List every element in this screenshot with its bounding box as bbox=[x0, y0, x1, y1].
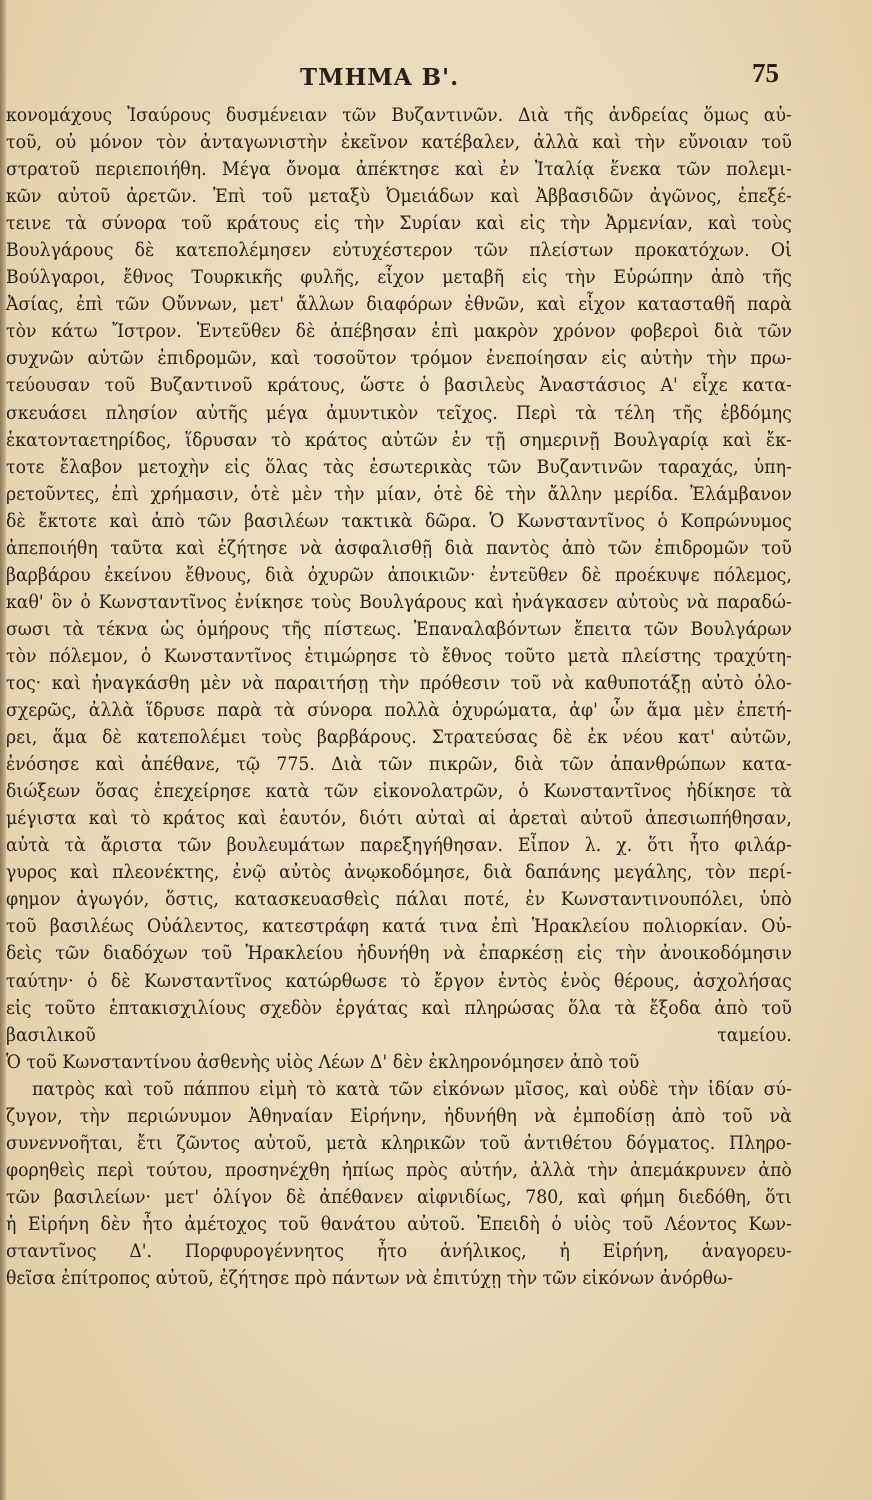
text-line: εἰς τοῦτο ἑπτακισχιλίους σχεδὸν ἐργάτας καὶ πληρώσας ὅλα τὰ ἔξοδα ἀπὸ τοῦ bbox=[6, 997, 792, 1019]
text-line: μέγιστα καὶ τὸ κράτος καὶ ἑαυτόν, διότι αὐταὶ αἱ ἀρεταὶ αὐτοῦ ἀπεσιωπήθησαν, bbox=[6, 808, 792, 830]
text-line: τοῦ, οὐ μόνον τὸν ἀνταγωνιστὴν ἐκεῖνον κατέβαλεν, ἀλλὰ καὶ τὴν εὔνοιαν τοῦ bbox=[6, 132, 792, 154]
page-number: 75 bbox=[752, 58, 779, 88]
text-line: βασιλικοῦ ταμείου. bbox=[6, 1024, 792, 1046]
text-line: τεύουσαν τοῦ Βυζαντινοῦ κράτους, ὥστε ὁ βασιλεὺς Ἀναστάσιος Α' εἶχε κατα- bbox=[6, 375, 792, 397]
page-header bbox=[0, 58, 872, 98]
text-line: ἀπεποιήθη ταῦτα καὶ ἐζήτησε νὰ ἀσφαλισθῇ διὰ παντὸς ἀπὸ τῶν ἐπιδρομῶν τοῦ bbox=[6, 537, 792, 559]
text-line: σχερῶς, ἀλλὰ ἵδρυσε παρὰ τὰ σύνορα πολλὰ ὀχυρώματα, ἀφ' ὧν ἅμα μὲν ἐπετή- bbox=[6, 700, 792, 722]
text-line: τὸν κάτω Ἴστρον. Ἐντεῦθεν δὲ ἀπέβησαν ἐπὶ μακρὸν χρόνον φοβεροὶ διὰ τῶν bbox=[6, 321, 792, 343]
text-line: ἑκατονταετηρίδος, ἵδρυσαν τὸ κράτος αὐτῶν ἐν τῇ σημερινῇ Βουλγαρίᾳ καὶ ἔκ- bbox=[6, 429, 792, 451]
text-line: συχνῶν αὐτῶν ἐπιδρομῶν, καὶ τοσοῦτον τρόμον ἐνεποίησαν εἰς αὐτὴν τὴν πρω- bbox=[6, 348, 792, 370]
text-line: Ὁ τοῦ Κωνσταντίνου ἀσθενὴς υἱὸς Λέων Δ' δὲν ἐκληρονόμησεν ἀπὸ τοῦ bbox=[6, 1051, 640, 1073]
text-line: κῶν αὐτοῦ ἀρετῶν. Ἐπὶ τοῦ μεταξὺ Ὀμειάδων καὶ Ἀββασιδῶν ἀγῶνος, ἐπεξέ- bbox=[6, 186, 792, 208]
text-line: ρετοῦντες, ἐπὶ χρήμασιν, ὁτὲ μὲν τὴν μίαν, ὁτὲ δὲ τὴν ἄλλην μερίδα. Ἐλάμβανον bbox=[6, 483, 792, 505]
text-line: Ἀσίας, ἐπὶ τῶν Οὔννων, μετ' ἄλλων διαφόρων ἐθνῶν, καὶ εἶχον κατασταθῆ παρὰ bbox=[6, 294, 792, 316]
body-text bbox=[6, 102, 792, 1292]
text-line: ταύτην· ὁ δὲ Κωνσταντῖνος κατώρθωσε τὸ ἔργον ἐντὸς ἑνὸς θέρους, ἀσχολήσας bbox=[6, 970, 792, 992]
text-line: καθ' ὃν ὁ Κωνσταντῖνος ἐνίκησε τοὺς Βουλγάρους καὶ ἠνάγκασεν αὐτοὺς νὰ παραδώ- bbox=[6, 591, 792, 613]
text-line: φημον ἀγωγόν, ὅστις, κατασκευασθεὶς πάλαι ποτέ, ἐν Κωνσταντινουπόλει, ὑπὸ bbox=[6, 889, 792, 911]
section-title: ΤΜΗΜΑ Β'. bbox=[300, 64, 460, 91]
text-line: στρατοῦ περιεποιήθη. Μέγα ὄνομα ἀπέκτησε καὶ ἐν Ἰταλίᾳ ἕνεκα τῶν πολεμι- bbox=[6, 159, 792, 181]
text-line: ἡ Εἰρήνη δὲν ἦτο ἀμέτοχος τοῦ θανάτου αὐτοῦ. Ἐπειδὴ ὁ υἱὸς τοῦ Λέοντος Κων- bbox=[6, 1213, 792, 1235]
text-line: τοῦ βασιλέως Οὐάλεντος, κατεστράφη κατά τινα ἐπὶ Ἡρακλείου πολιορκίαν. Οὐ- bbox=[6, 916, 792, 938]
text-line: τῶν βασιλείων· μετ' ὀλίγον δὲ ἀπέθανεν αἰφνιδίως, 780, καὶ φήμη διεδόθη, ὅτι bbox=[6, 1186, 792, 1208]
text-line: βαρβάρου ἐκείνου ἔθνους, διὰ ὀχυρῶν ἀποικιῶν· ἐντεῦθεν δὲ προέκυψε πόλεμος, bbox=[6, 564, 792, 586]
text-line: τὸν πόλεμον, ὁ Κωνσταντῖνος ἐτιμώρησε τὸ ἔθνος τοῦτο μετὰ πλείστης τραχύτη- bbox=[6, 645, 792, 667]
text-line: συνεννοῆται, ἔτι ζῶντος αὐτοῦ, μετὰ κληρικῶν τοῦ ἀντιθέτου δόγματος. Πληρο- bbox=[6, 1132, 792, 1154]
text-line: δεὶς τῶν διαδόχων τοῦ Ἡρακλείου ἠδυνήθη νὰ ἐπαρκέσῃ εἰς τὴν ἀνοικοδόμησιν bbox=[6, 943, 792, 965]
text-line: πατρὸς καὶ τοῦ πάππου εἰμὴ τὸ κατὰ τῶν εἰκόνων μῖσος, καὶ οὐδὲ τὴν ἰδίαν σύ- bbox=[32, 1078, 792, 1100]
text-line: τεινε τὰ σύνορα τοῦ κράτους εἰς τὴν Συρίαν καὶ εἰς τὴν Ἀρμενίαν, καὶ τοὺς bbox=[6, 213, 792, 235]
text-line: Βουλγάρους δὲ κατεπολέμησεν εὐτυχέστερον τῶν πλείστων προκατόχων. Οἱ bbox=[6, 240, 792, 262]
text-line: σταντῖνος Δ'. Πορφυρογέννητος ἦτο ἀνήλικος, ἡ Εἰρήνη, ἀναγορευ- bbox=[6, 1240, 792, 1262]
text-line: κονομάχους Ἰσαύρους δυσμένειαν τῶν Βυζαντινῶν. Διὰ τῆς ἀνδρείας ὅμως αὐ- bbox=[6, 105, 792, 126]
text-line: τοτε ἔλαβον μετοχὴν εἰς ὅλας τὰς ἐσωτερικὰς τῶν Βυζαντινῶν ταραχάς, ὑπη- bbox=[6, 456, 792, 478]
text-line: ἐνόσησε καὶ ἀπέθανε, τῷ 775. Διὰ τῶν πικρῶν, διὰ τῶν ἀπανθρώπων κατα- bbox=[6, 754, 792, 776]
text-line: θεῖσα ἐπίτροπος αὐτοῦ, ἐζήτησε πρὸ πάντων νὰ ἐπιτύχῃ τὴν τῶν εἰκόνων ἀνόρθω- bbox=[6, 1268, 734, 1290]
text-line: φορηθεὶς περὶ τούτου, προσηνέχθη ἠπίως πρὸς αὐτήν, ἀλλὰ τὴν ἀπεμάκρυνεν ἀπὸ bbox=[6, 1159, 792, 1181]
text-line: διώξεων ὅσας ἐπεχείρησε κατὰ τῶν εἰκονολατρῶν, ὁ Κωνσταντῖνος ἠδίκησε τὰ bbox=[6, 781, 792, 803]
text-line: γυρος καὶ πλεονέκτης, ἐνῷ αὐτὸς ἀνῳκοδόμησε, διὰ δαπάνης μεγάλης, τὸν περί- bbox=[6, 862, 792, 884]
text-line: ρει, ἅμα δὲ κατεπολέμει τοὺς βαρβάρους. Στρατεύσας δὲ ἐκ νέου κατ' αὐτῶν, bbox=[6, 727, 792, 749]
text-line: σωσι τὰ τέκνα ὡς ὁμήρους τῆς πίστεως. Ἐπαναλαβόντων ἔπειτα τῶν Βουλγάρων bbox=[6, 618, 792, 640]
text-line: ζυγον, τὴν περιώνυμον Ἀθηναίαν Εἰρήνην, ἠδυνήθη νὰ ἐμποδίσῃ ἀπὸ τοῦ νὰ bbox=[6, 1105, 792, 1127]
text-line: Βούλγαροι, ἔθνος Τουρκικῆς φυλῆς, εἶχον μεταβῆ εἰς τὴν Εὐρώπην ἀπὸ τῆς bbox=[6, 267, 792, 289]
text-line: δὲ ἔκτοτε καὶ ἀπὸ τῶν βασιλέων τακτικὰ δῶρα. Ὁ Κωνσταντῖνος ὁ Κοπρώνυμος bbox=[6, 510, 792, 532]
text-line: αὐτὰ τὰ ἄριστα τῶν βουλευμάτων παρεξηγήθησαν. Εἶπον λ. χ. ὅτι ἦτο φιλάρ- bbox=[6, 835, 792, 857]
text-line: τος· καὶ ἠναγκάσθη μὲν νὰ παραιτήσῃ τὴν πρόθεσιν τοῦ νὰ καθυποτάξῃ αὐτὸ ὁλο- bbox=[6, 672, 792, 694]
text-line: σκευάσει πλησίον αὐτῆς μέγα ἀμυντικὸν τεῖχος. Περὶ τὰ τέλη τῆς ἑβδόμης bbox=[6, 402, 792, 424]
